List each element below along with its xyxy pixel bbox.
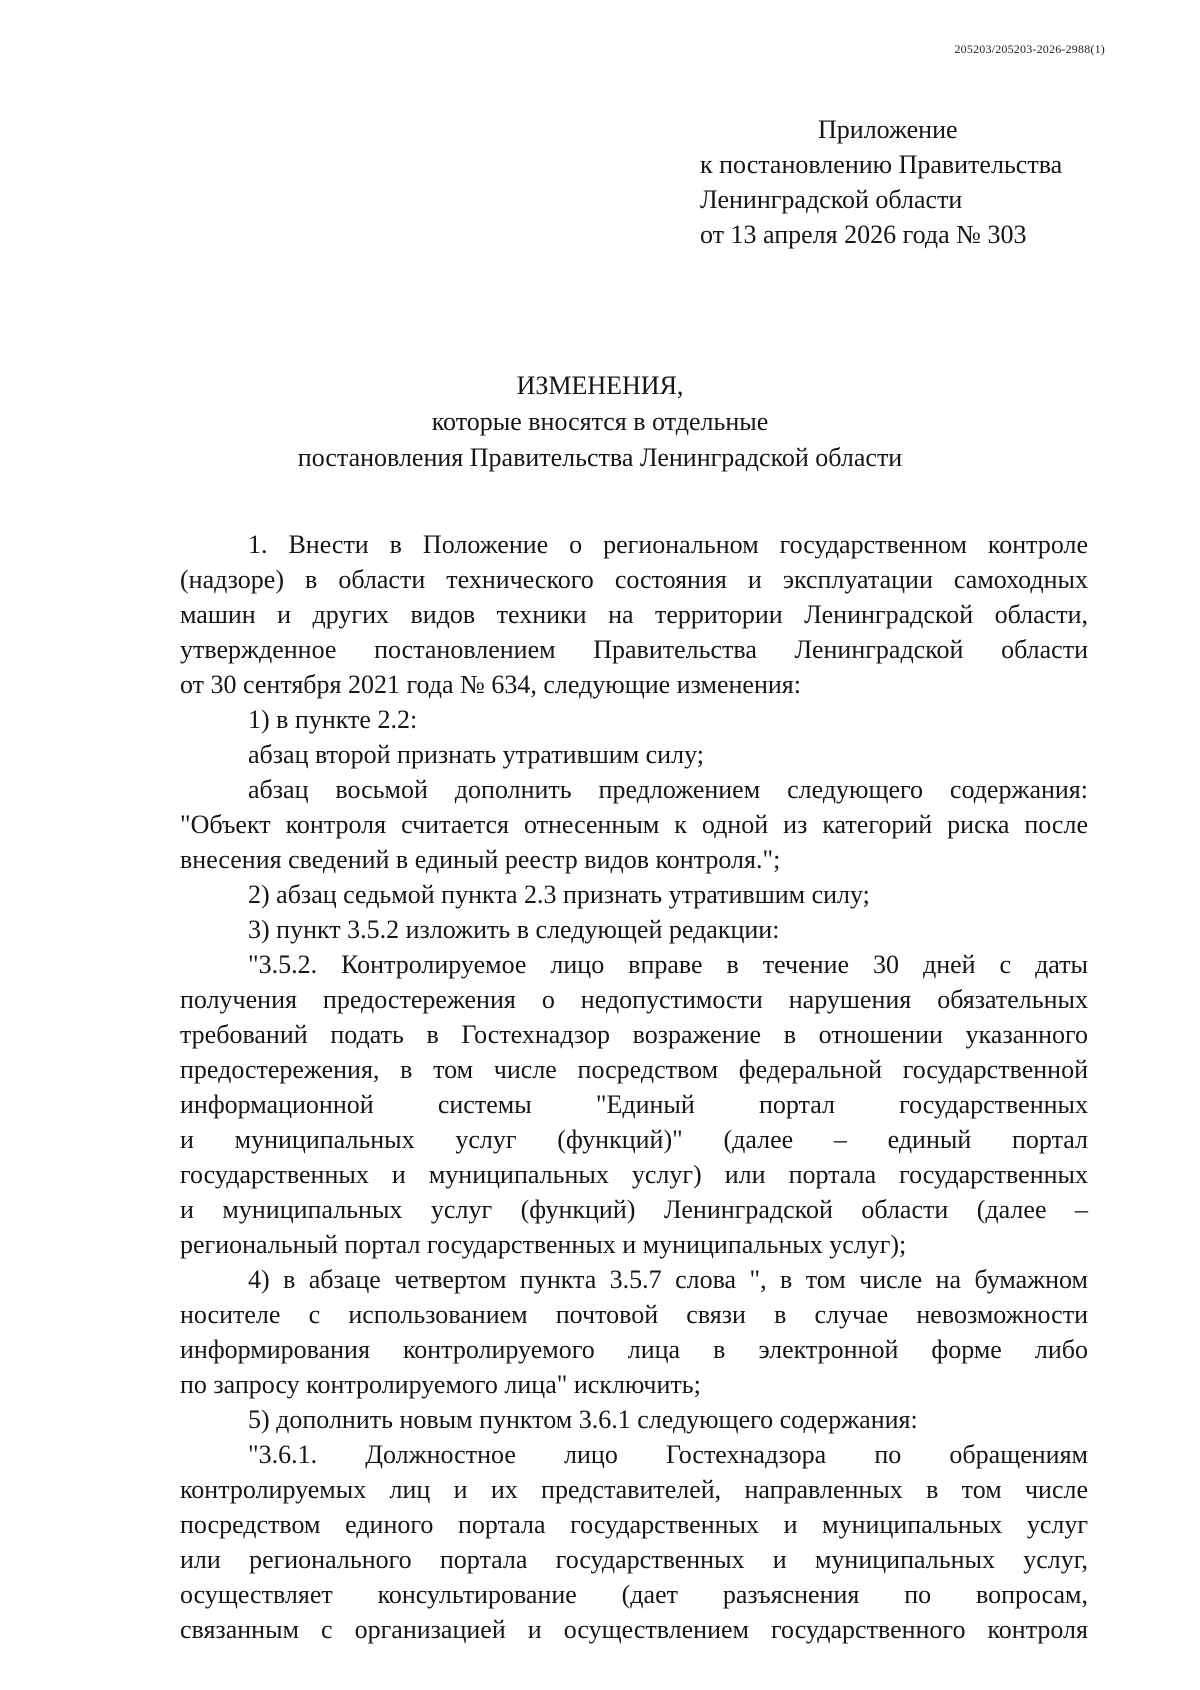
body-line: осуществляет консультирование (дает разъяснения по вопросам, (180, 1580, 1088, 1609)
body-line: абзац второй признать утратившим силу; (248, 740, 704, 769)
body-line: посредством единого портала государственных и муниципальных услуг (180, 1510, 1088, 1539)
document-id: 205203/205203-2026-2988(1) (954, 42, 1105, 56)
body-line: государственных и муниципальных услуг) или портала государственных (180, 1160, 1088, 1189)
appendix-line: Ленинградской области (700, 185, 963, 214)
body-line: 1) в пункте 2.2: (248, 705, 418, 734)
body-line: абзац восьмой дополнить предложением следующего содержания: (248, 775, 1088, 804)
body-line: или регионального портала государственных и муниципальных услуг, (180, 1545, 1088, 1574)
body-line: предостережения, в том числе посредством федеральной государственной (180, 1055, 1088, 1084)
document-heading (0, 368, 1200, 476)
body-line: от 30 сентября 2021 года № 634, следующие изменения: (180, 670, 801, 699)
body-line: требований подать в Гостехнадзор возражение в отношении указанного (180, 1020, 1088, 1049)
appendix-block (700, 112, 1180, 252)
body-line: (надзоре) в области технического состояния и эксплуатации самоходных (180, 565, 1088, 594)
body-line: 3) пункт 3.5.2 изложить в следующей редакции: (248, 915, 780, 944)
heading-subtitle: постановления Правительства Ленинградской области (297, 443, 903, 472)
body-line: и муниципальных услуг (функций)" (далее – единый портал (180, 1125, 1088, 1154)
body-line: "Объект контроля считается отнесенным к одной из категорий риска после (180, 810, 1088, 839)
appendix-line: к постановлению Правительства (700, 150, 1063, 179)
body-line: 4) в абзаце четвертом пункта 3.5.7 слова ", в том числе на бумажном (248, 1265, 1088, 1294)
body-line: контролируемых лиц и их представителей, направленных в том числе (180, 1475, 1088, 1504)
heading-title: ИЗМЕНЕНИЯ, (516, 371, 684, 400)
appendix-line: Приложение (818, 115, 958, 144)
body-line: получения предостережения о недопустимости нарушения обязательных (180, 985, 1088, 1014)
body-line: связанным с организацией и осуществлением государственного контроля (180, 1615, 1088, 1644)
heading-subtitle: которые вносятся в отдельные (431, 407, 769, 436)
document-body (180, 527, 1088, 1647)
body-line: информационной системы "Единый портал государственных (180, 1090, 1088, 1119)
body-line: региональный портал государственных и муниципальных услуг); (180, 1230, 907, 1259)
body-line: 1. Внести в Положение о региональном государственном контроле (248, 530, 1088, 559)
body-line: информирования контролируемого лица в электронной форме либо (180, 1335, 1088, 1364)
body-line: и муниципальных услуг (функций) Ленинградской области (далее – (180, 1195, 1088, 1224)
body-line: носителе с использованием почтовой связи в случае невозможности (180, 1300, 1088, 1329)
body-line: по запросу контролируемого лица" исключить; (180, 1370, 701, 1399)
body-line: 5) дополнить новым пунктом 3.6.1 следующего содержания: (248, 1405, 918, 1434)
body-line: "3.5.2. Контролируемое лицо вправе в течение 30 дней с даты (248, 950, 1088, 979)
body-line: 2) абзац седьмой пункта 2.3 признать утратившим силу; (248, 880, 870, 909)
body-line: машин и других видов техники на территории Ленинградской области, (180, 600, 1088, 629)
body-line: "3.6.1. Должностное лицо Гостехнадзора по обращениям (248, 1440, 1088, 1469)
appendix-line: от 13 апреля 2026 года № 303 (700, 220, 1027, 249)
body-line: утвержденное постановлением Правительства Ленинградской области (180, 635, 1088, 664)
body-line: внесения сведений в единый реестр видов контроля."; (180, 845, 781, 874)
